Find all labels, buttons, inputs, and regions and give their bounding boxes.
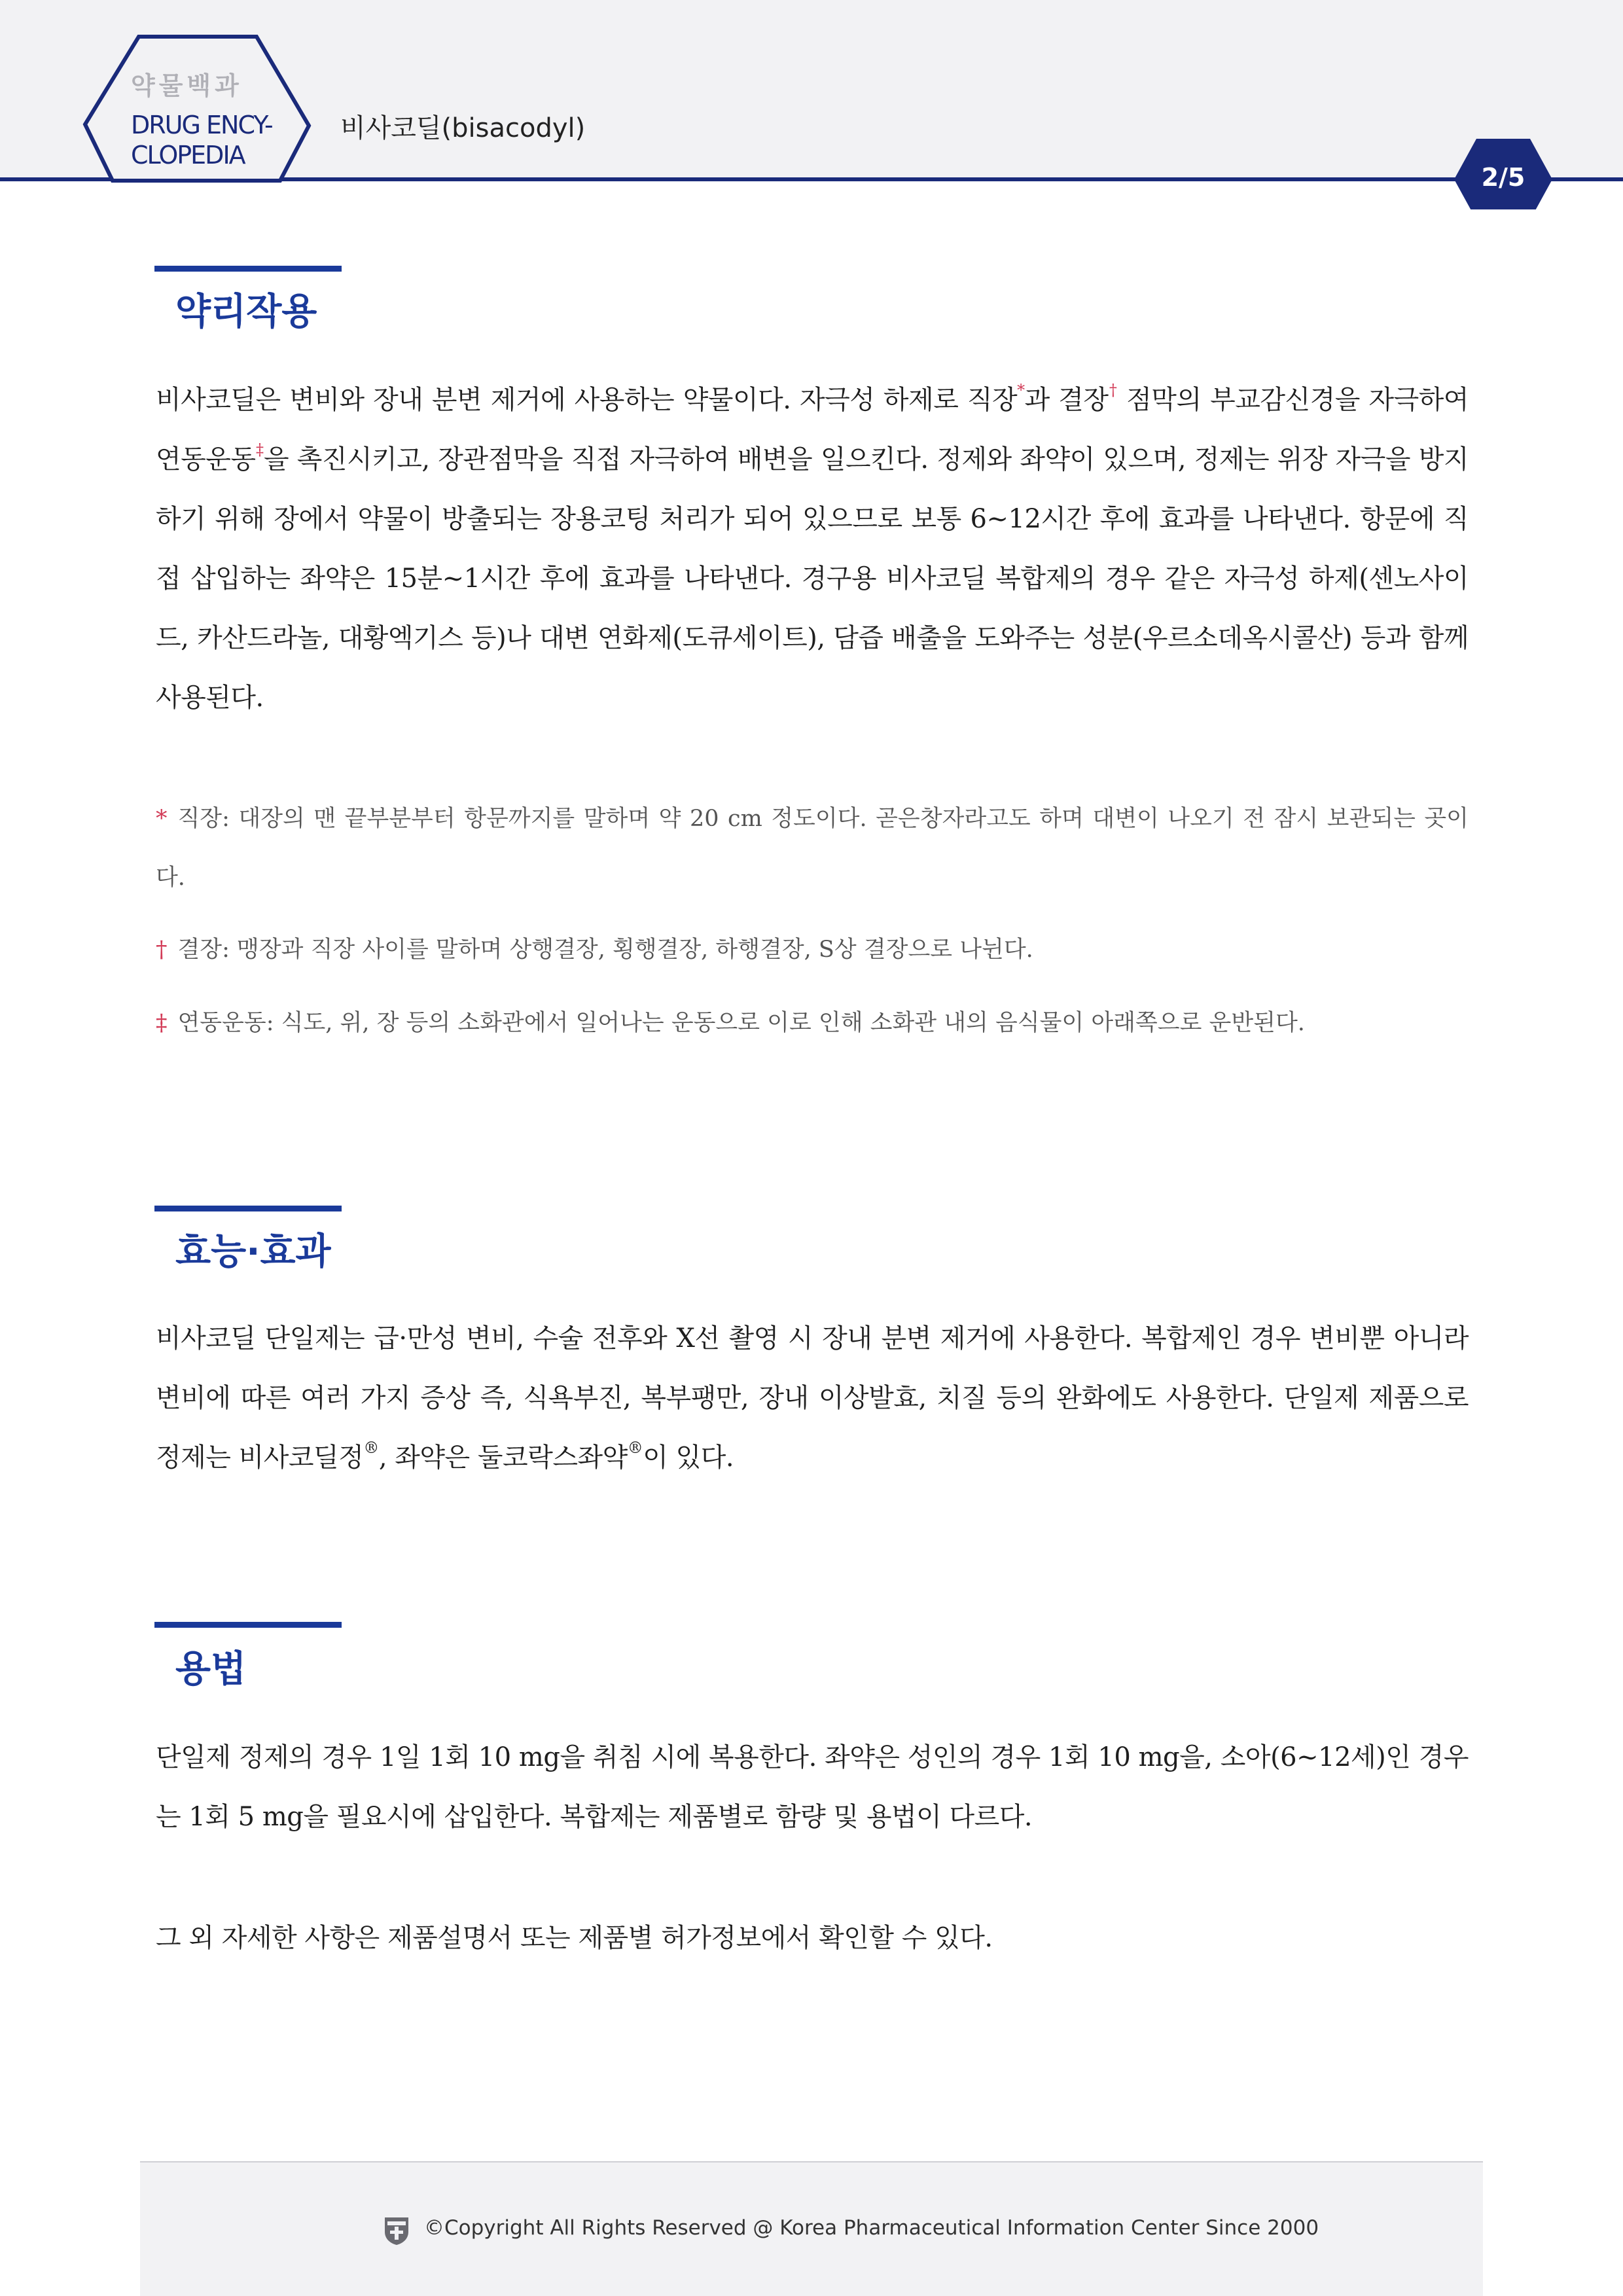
section-bar-usage bbox=[154, 1622, 342, 1628]
footnote-marker: * bbox=[156, 806, 168, 832]
footer-copyright: ©Copyright All Rights Reserved @ Korea Pharmaceutical Information Center Since 2000 bbox=[424, 2216, 1319, 2240]
section-title-pharmacology: 약리작용 bbox=[175, 291, 317, 333]
section-title-efficacy: 효능·효과 bbox=[175, 1230, 331, 1273]
footnote-mark-peristalsis: ‡ bbox=[255, 440, 264, 459]
header-frame bbox=[0, 0, 1623, 209]
section-bar-pharmacology bbox=[154, 266, 342, 272]
footnote-mark-rectum: * bbox=[1017, 380, 1025, 399]
efficacy-paragraph bbox=[156, 1309, 1469, 1488]
kpic-shield-icon bbox=[382, 2215, 411, 2246]
pharmacology-paragraph bbox=[156, 370, 1469, 728]
document-title: 비사코딜(bisacodyl) bbox=[340, 113, 586, 143]
logo-english-line2: CLOPEDIA bbox=[131, 141, 245, 170]
footnote-text: 결장: 맹장과 직장 사이를 말하며 상행결장, 횡행결장, 하행결장, S상 결장으로 나뉜다. bbox=[177, 937, 1033, 963]
footnote-text: 연동운동: 식도, 위, 장 등의 소화관에서 일어나는 운동으로 이로 인해 소화관 내의 음식물이 아래쪽으로 운반된다. bbox=[177, 1010, 1305, 1036]
footnote-rectum bbox=[156, 789, 1469, 907]
logo-english-line1: DRUG ENCY- bbox=[131, 111, 272, 139]
usage-extra-paragraph: 그 외 자세한 사항은 제품설명서 또는 제품별 허가정보에서 확인할 수 있다. bbox=[156, 1923, 993, 1953]
footnote-colon bbox=[156, 920, 1469, 979]
efficacy-text-1: 비사코딜 단일제는 급·만성 변비, 수술 전후와 X선 촬영 시 장내 분변 제거에 사용한다. 복합제인 경우 변비뿐 아니라 변비에 따른 여러 가지 증상 즉, 식욕부진, 복부팽만, 장내 이상발효, 치질 등의 완화에도 사용한다. 단일제 제품으로 정제는 비사코딜정 bbox=[156, 1323, 1469, 1473]
footnote-mark-colon: † bbox=[1108, 380, 1118, 399]
registered-mark: ® bbox=[363, 1438, 379, 1457]
section-title-usage: 용법 bbox=[175, 1648, 247, 1691]
footnote-peristalsis bbox=[156, 994, 1469, 1052]
footnote-text: 직장: 대장의 맨 끝부분부터 항문까지를 말하며 약 20 cm 정도이다. 곧은창자라고도 하며 대변이 나오기 전 잠시 보관되는 곳이다. bbox=[156, 806, 1469, 891]
registered-mark: ® bbox=[627, 1438, 643, 1457]
page-number: 2/5 bbox=[1481, 163, 1525, 192]
section-bar-efficacy bbox=[154, 1206, 342, 1211]
efficacy-text-3: 이 있다. bbox=[643, 1443, 734, 1473]
usage-paragraph: 단일제 정제의 경우 1일 1회 10 mg을 취침 시에 복용한다. 좌약은 성인의 경우 1회 10 mg을, 소아(6~12세)인 경우는 1회 5 mg을 필요시에 삽입한다. 복합제는 제품별로 함량 및 용법이 다르다. bbox=[156, 1742, 1469, 1832]
logo-korean: 약물백과 bbox=[131, 71, 243, 100]
pharmacology-text-3: 점막의 부교감신경을 자극하여 연동운동 bbox=[156, 385, 1469, 475]
footnote-marker: ‡ bbox=[156, 1010, 168, 1036]
pharmacology-text-1: 비사코딜은 변비와 장내 분변 제거에 사용하는 약물이다. 자극성 하제로 직장 bbox=[156, 385, 1018, 415]
footnote-marker: † bbox=[156, 937, 168, 963]
logo-english bbox=[131, 110, 308, 170]
efficacy-text-2: , 좌약은 둘코락스좌약 bbox=[378, 1443, 628, 1473]
pharmacology-text-4: 을 촉진시키고, 장관점막을 직접 자극하여 배변을 일으킨다. 정제와 좌약이 있으며, 정제는 위장 자극을 방지하기 위해 장에서 약물이 방출되는 장용코팅 처리가 되어 있으므로 보통 6~12시간 후에 효과를 나타낸다. 항문에 직접 삽입하는 좌약은 15분~1시간 후에 효과를 나타낸다. 경구용 비사코딜 복합제의 경우 같은 자극성 하제(센노사이드, 카산드라놀, 대황엑기스 등)나 대변 연화제(도큐세이트), 담즙 배출을 도와주는 성분(우르소데옥시콜산) 등과 함께 사용된다. bbox=[156, 444, 1469, 713]
pharmacology-text-2: 과 결장 bbox=[1024, 385, 1109, 415]
